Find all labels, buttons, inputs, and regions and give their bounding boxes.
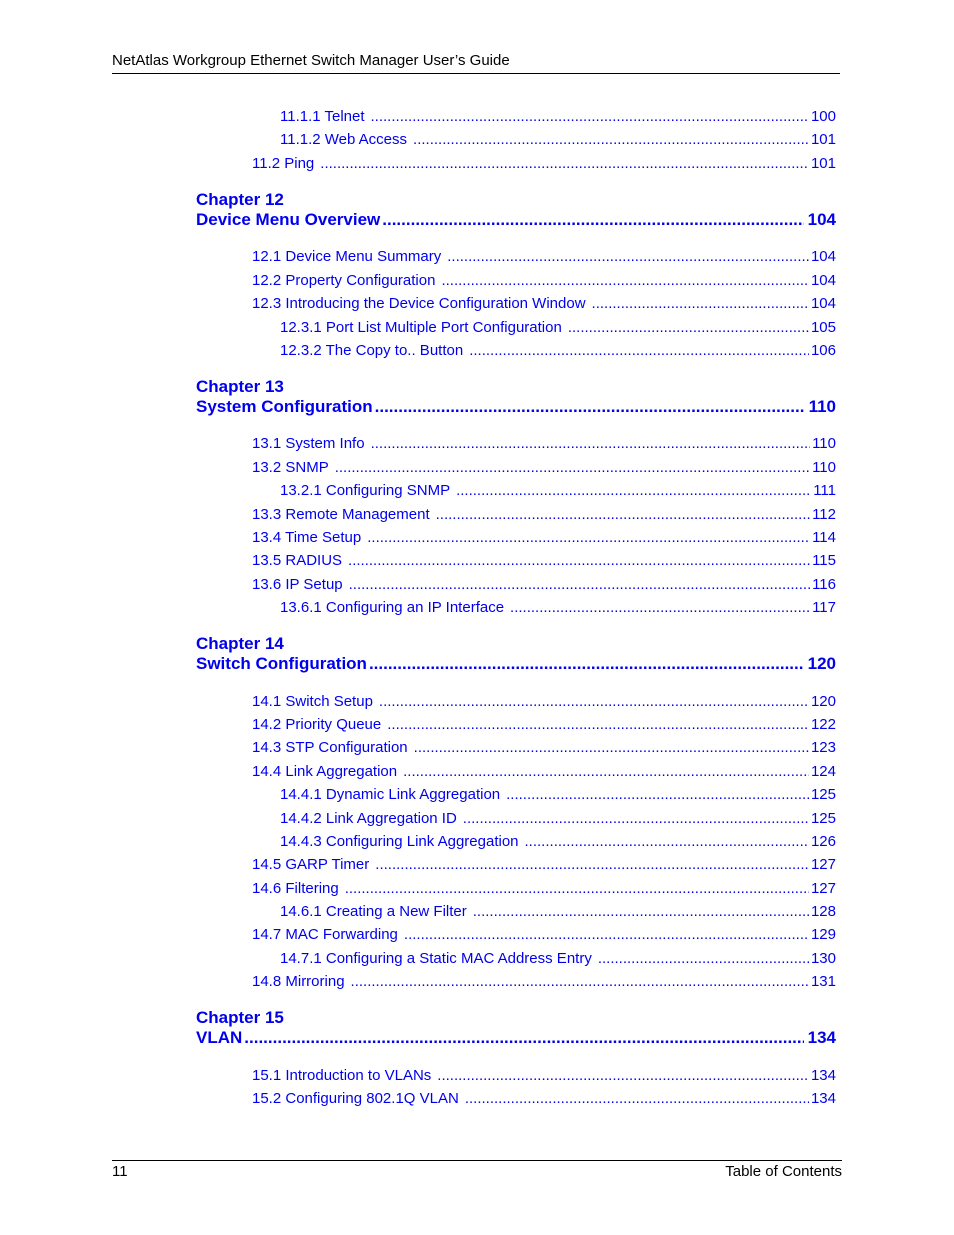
page-number: 11 (112, 1163, 128, 1180)
toc-entry-title: 13.5 RADIUS (252, 552, 343, 569)
dot-leader (379, 692, 809, 711)
toc-entry-page: 111 (813, 482, 836, 499)
toc-entry-page: 101 (810, 155, 836, 172)
toc-entry-14-4[interactable] (252, 762, 836, 781)
toc-entry-page: 104 (810, 248, 836, 265)
toc-entry-page: 123 (810, 739, 836, 756)
dot-leader (506, 785, 809, 804)
chapter-page: 104 (807, 210, 836, 229)
toc-entry-15-1[interactable] (252, 1066, 836, 1085)
toc-entry-14-4-3[interactable] (280, 832, 836, 851)
toc-entry-page: 131 (810, 973, 836, 990)
toc-entry-title: 14.7 MAC Forwarding (252, 926, 398, 943)
toc-entry-page: 110 (812, 435, 836, 452)
toc-entry-page: 101 (810, 131, 836, 148)
toc-entry-page: 100 (810, 108, 836, 125)
chapter-page: 134 (807, 1028, 836, 1047)
toc-entry-title: 14.2 Priority Queue (252, 716, 382, 733)
page-header (112, 52, 840, 74)
toc-entry-title: 13.6 IP Setup (252, 576, 343, 593)
toc-entry-14-4-2[interactable] (280, 809, 836, 828)
dot-leader (568, 318, 809, 337)
toc-entry-14-3[interactable] (252, 738, 836, 757)
toc-entry-title: 14.6.1 Creating a New Filter (280, 903, 467, 920)
toc-entry-title: 12.3.2 The Copy to.. Button (280, 342, 464, 359)
dot-leader (437, 1066, 809, 1085)
chapter-page: 120 (807, 654, 836, 673)
toc-entry-14-6-1[interactable] (280, 902, 836, 921)
toc-entry-page: 114 (812, 529, 836, 546)
toc-entry-13-3[interactable] (252, 505, 836, 524)
toc-entry-title: 14.8 Mirroring (252, 973, 345, 990)
toc-entry-11-1-1[interactable] (280, 107, 836, 126)
toc-entry-page: 126 (810, 833, 836, 850)
dot-leader (349, 575, 810, 594)
toc-entry-page: 105 (810, 319, 836, 336)
chapter-15-title[interactable] (196, 1028, 836, 1048)
chapter-title: System Configuration (196, 397, 373, 416)
dot-leader (525, 832, 809, 851)
toc-entry-12-3[interactable] (252, 294, 836, 313)
toc-entry-page: 130 (810, 950, 836, 967)
dot-leader (598, 949, 809, 968)
chapter-15-number[interactable]: Chapter 15 (196, 1008, 284, 1027)
toc-entry-title: 13.2 SNMP (252, 459, 329, 476)
toc-entry-title: 13.1 System Info (252, 435, 365, 452)
chapter-title: Device Menu Overview (196, 210, 381, 229)
toc-entry-14-7[interactable] (252, 925, 836, 944)
dot-leader (345, 879, 809, 898)
chapter-13-number[interactable]: Chapter 13 (196, 377, 284, 396)
toc-entry-14-2[interactable] (252, 715, 836, 734)
dot-leader (469, 341, 809, 360)
toc-entry-13-2[interactable] (252, 458, 836, 477)
toc-entry-11-1-2[interactable] (280, 130, 836, 149)
toc-entry-title: 14.3 STP Configuration (252, 739, 408, 756)
toc-entry-title: 13.2.1 Configuring SNMP (280, 482, 451, 499)
chapter-title: Switch Configuration (196, 654, 367, 673)
toc-entry-page: 125 (810, 810, 836, 827)
chapter-12-number[interactable]: Chapter 12 (196, 190, 284, 209)
dot-leader (473, 902, 809, 921)
toc-entry-title: 11.1.1 Telnet (280, 108, 365, 125)
dot-leader (404, 925, 809, 944)
dot-leader (592, 294, 809, 313)
dot-leader (382, 210, 803, 230)
document-title: NetAtlas Workgroup Ethernet Switch Manager User’s Guide (112, 52, 510, 69)
toc-entry-13-5[interactable] (252, 551, 836, 570)
toc-entry-page: 104 (810, 272, 836, 289)
footer-section-title: Table of Contents (725, 1163, 842, 1180)
toc-entry-13-2-1[interactable] (280, 481, 836, 500)
toc-entry-title: 15.1 Introduction to VLANs (252, 1067, 432, 1084)
toc-entry-title: 14.6 Filtering (252, 880, 339, 897)
dot-leader (441, 271, 809, 290)
dot-leader (387, 715, 809, 734)
page-footer (112, 1160, 842, 1181)
toc-entry-page: 122 (810, 716, 836, 733)
toc-entry-12-3-2[interactable] (280, 341, 836, 360)
toc-entry-page: 127 (810, 880, 836, 897)
dot-leader (414, 738, 809, 757)
dot-leader (375, 397, 805, 417)
toc-entry-title: 13.6.1 Configuring an IP Interface (280, 599, 505, 616)
toc-entry-14-4-1[interactable] (280, 785, 836, 804)
toc-entry-title: 12.3.1 Port List Multiple Port Configuration (280, 319, 562, 336)
toc-entry-page: 112 (812, 506, 836, 523)
dot-leader (447, 247, 809, 266)
dot-leader (375, 855, 809, 874)
toc-entry-title: 13.3 Remote Management (252, 506, 430, 523)
toc-entry-13-6[interactable] (252, 575, 836, 594)
toc-entry-title: 12.3 Introducing the Device Configuration Window (252, 295, 586, 312)
toc-entry-11-2[interactable] (252, 154, 836, 173)
dot-leader (348, 551, 810, 570)
dot-leader (465, 1089, 809, 1108)
dot-leader (244, 1028, 803, 1048)
toc-entry-page: 110 (812, 459, 836, 476)
toc-entry-title: 13.4 Time Setup (252, 529, 362, 546)
toc-entry-title: 12.1 Device Menu Summary (252, 248, 442, 265)
toc-entry-title: 12.2 Property Configuration (252, 272, 436, 289)
toc-entry-14-1[interactable] (252, 692, 836, 711)
chapter-14-title[interactable] (196, 654, 836, 674)
dot-leader (351, 972, 809, 991)
toc-entry-page: 128 (810, 903, 836, 920)
toc-entry-page: 127 (810, 856, 836, 873)
toc-entry-12-2[interactable] (252, 271, 836, 290)
dot-leader (436, 505, 810, 524)
toc-entry-12-1[interactable] (252, 247, 836, 266)
toc-entry-14-8[interactable] (252, 972, 836, 991)
toc-entry-title: 15.2 Configuring 802.1Q VLAN (252, 1090, 459, 1107)
toc-entry-page: 124 (810, 763, 836, 780)
toc-entry-title: 14.4 Link Aggregation (252, 763, 398, 780)
dot-leader (371, 434, 811, 453)
toc-entry-13-4[interactable] (252, 528, 836, 547)
toc-entry-13-6-1[interactable] (280, 598, 836, 617)
dot-leader (510, 598, 810, 617)
toc-entry-13-1[interactable] (252, 434, 836, 453)
toc-entry-title: 14.4.1 Dynamic Link Aggregation (280, 786, 501, 803)
toc-entry-page: 116 (812, 576, 836, 593)
toc-entry-page: 104 (810, 295, 836, 312)
toc-entry-page: 129 (810, 926, 836, 943)
toc-entry-14-7-1[interactable] (280, 949, 836, 968)
chapter-14-number[interactable]: Chapter 14 (196, 634, 284, 653)
toc-entry-title: 14.5 GARP Timer (252, 856, 370, 873)
dot-leader (463, 809, 809, 828)
toc-entry-page: 125 (810, 786, 836, 803)
toc-entry-15-2[interactable] (252, 1089, 836, 1108)
toc-entry-title: 14.4.3 Configuring Link Aggregation (280, 833, 519, 850)
toc-entry-14-6[interactable] (252, 879, 836, 898)
toc-entry-title: 14.4.2 Link Aggregation ID (280, 810, 457, 827)
chapter-13-title[interactable] (196, 397, 836, 417)
toc-entry-page: 115 (812, 552, 836, 569)
dot-leader (413, 130, 809, 149)
toc-entry-page: 120 (810, 693, 836, 710)
dot-leader (367, 528, 810, 547)
toc-entry-page: 134 (810, 1067, 836, 1084)
dot-leader (320, 154, 809, 173)
chapter-title: VLAN (196, 1028, 243, 1047)
toc-entry-page: 117 (812, 599, 836, 616)
dot-leader (335, 458, 810, 477)
toc-entry-title: 11.1.2 Web Access (280, 131, 408, 148)
toc-entry-title: 11.2 Ping (252, 155, 315, 172)
toc-entry-12-3-1[interactable] (280, 318, 836, 337)
toc-entry-page: 106 (810, 342, 836, 359)
dot-leader (456, 481, 811, 500)
toc-entry-14-5[interactable] (252, 855, 836, 874)
dot-leader (403, 762, 809, 781)
dot-leader (371, 107, 809, 126)
toc-entry-title: 14.1 Switch Setup (252, 693, 373, 710)
dot-leader (369, 654, 804, 674)
toc-entry-title: 14.7.1 Configuring a Static MAC Address Entry (280, 950, 592, 967)
chapter-12-title[interactable] (196, 210, 836, 230)
toc-entry-page: 134 (810, 1090, 836, 1107)
chapter-page: 110 (808, 397, 836, 416)
